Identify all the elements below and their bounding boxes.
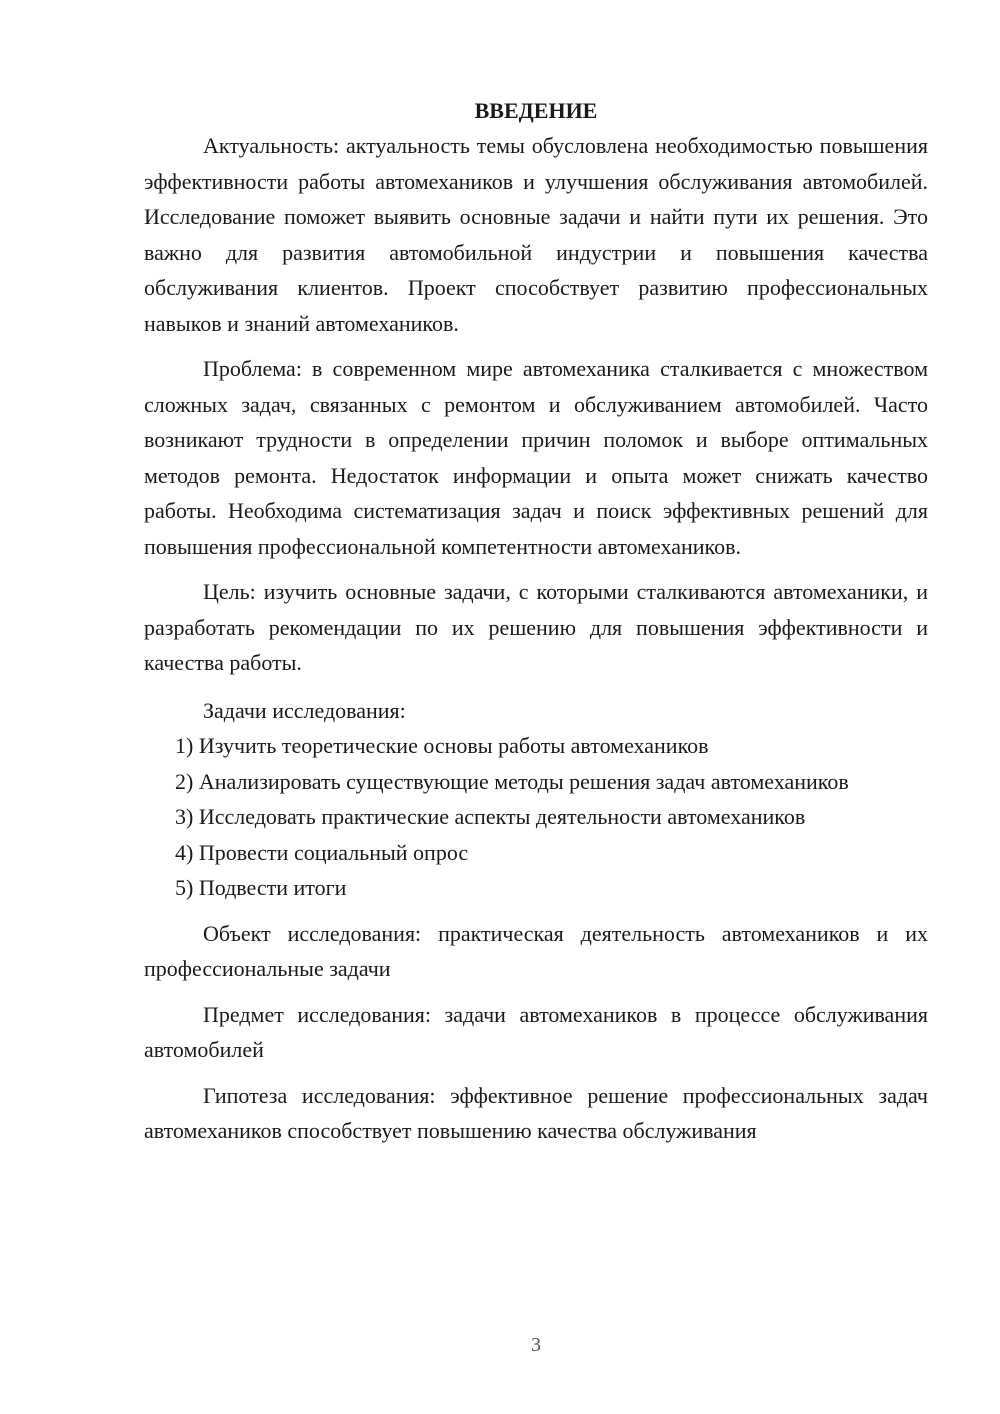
task-item-3: 3) Исследовать практические аспекты деятельности автомехаников [175, 804, 806, 829]
page-number: 3 [531, 1334, 541, 1356]
page-content [144, 93, 928, 1149]
task-item-5: 5) Подвести итоги [175, 875, 347, 900]
tasks-title: Задачи исследования: [203, 697, 406, 723]
goal-paragraph: Цель: изучить основные задачи, с которыми сталкиваются автомеханики, и разработать рекомендации по их решению для повышения эффективности и качества работы. [144, 579, 928, 675]
relevance-paragraph: Актуальность: актуальность темы обусловлена необходимостью повышения эффективности работы автомехаников и улучшения обслуживания автомобилей. Исследование поможет выявить основные задачи и найти пути их решения. Это важно для развития автомобильной индустрии и повышения качества обслуживания клиентов. Проект способствует развитию профессиональных навыков и знаний автомехаников. [144, 133, 928, 336]
subject-paragraph: Предмет исследования: задачи автомехаников в процессе обслуживания автомобилей [144, 1001, 928, 1062]
task-item-2: 2) Анализировать существующие методы решения задач автомехаников [175, 768, 849, 794]
hypothesis-paragraph: Гипотеза исследования: эффективное решение профессиональных задач автомехаников способствует повышению качества обслуживания [144, 1082, 928, 1143]
task-item-4: 4) Провести социальный опрос [175, 839, 469, 865]
task-item-1: 1) Изучить теоретические основы работы автомехаников [175, 733, 709, 758]
section-heading: ВВЕДЕНИЕ [474, 98, 598, 123]
object-paragraph: Объект исследования: практическая деятельность автомехаников и их профессиональные задачи [144, 920, 928, 981]
problem-paragraph: Проблема: в современном мире автомеханика сталкивается с множеством сложных задач, связанных с ремонтом и обслуживанием автомобилей. Часто возникают трудности в определении причин поломок и выборе оптимальных методов ремонта. Недостаток информации и опыта может снижать качество работы. Необходима систематизация задач и поиск эффективных решений для повышения профессиональной компетентности автомехаников. [144, 356, 928, 559]
